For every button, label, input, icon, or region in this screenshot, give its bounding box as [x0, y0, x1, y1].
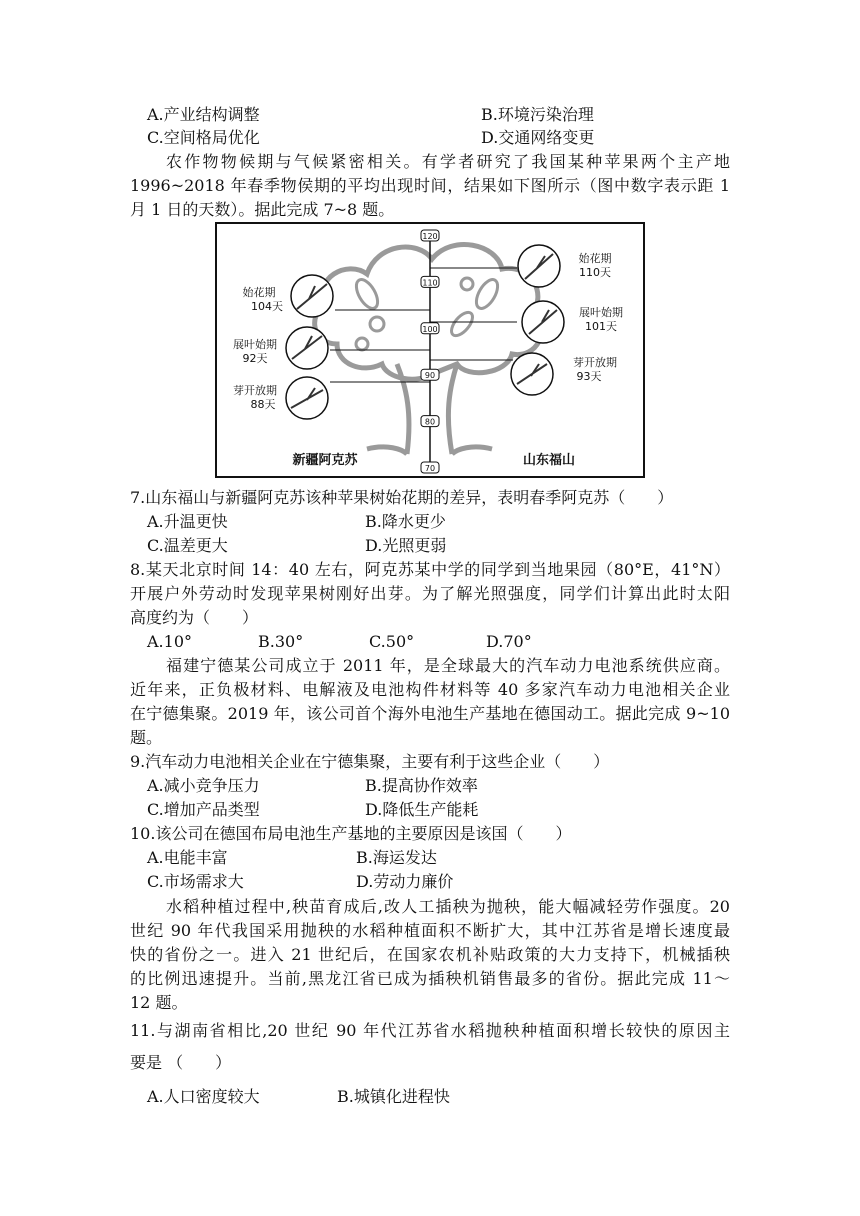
q11-stem-line2: 要是 （ ）	[130, 1053, 232, 1072]
axis-tick-label: 70	[424, 464, 436, 473]
q7-option-c: C.温差更大	[147, 536, 228, 555]
q8-stem-line3: 高度约为（ ）	[130, 608, 259, 627]
axis-tick-label: 110	[422, 278, 438, 288]
tree-crown-outline	[315, 245, 542, 380]
axis-tick-label: 100	[422, 324, 438, 334]
q11-option-a: A.人口密度较大	[147, 1087, 260, 1106]
intro-9-10-line2: 近年来，正负极材料、电解液及电池构件材料等 40 多家汽车动力电池相关企业	[130, 680, 730, 699]
q11-option-b: B.城镇化进程快	[337, 1087, 450, 1106]
q8-option-a: A.10°	[147, 632, 192, 651]
left-label-1-name: 始花期	[242, 286, 276, 299]
right-label-1-name: 始花期	[578, 252, 612, 265]
intro-11-12-line2: 世纪 90 年代我国采用抛秧的水稻种植面积不断扩大，其中江苏省是增长速度最	[130, 921, 730, 940]
q8-stem-line2: 开展户外劳动时发现苹果树刚好出芽。为了解光照强度，同学们计算出此时太阳	[130, 584, 730, 603]
q10-option-b: B.海运发达	[356, 848, 437, 867]
q10-option-a: A.电能丰富	[147, 848, 228, 867]
right-label-2-name: 展叶始期	[579, 306, 623, 319]
q8-option-c: C.50°	[369, 632, 415, 651]
q8-option-d: D.70°	[486, 632, 532, 651]
q7-option-a: A.升温更快	[147, 512, 228, 531]
right-region-label: 山东福山	[522, 453, 576, 468]
left-region-label: 新疆阿克苏	[292, 453, 358, 468]
intro-11-12-line4: 的比例迅速提升。当前,黑龙江省已成为插秧机销售最多的省份。据此完成 11～	[130, 969, 730, 988]
q9-option-c: C.增加产品类型	[147, 800, 260, 819]
left-label-1-days: 104天	[251, 300, 283, 313]
axis-tick-label: 90	[424, 371, 436, 381]
option-a: A.产业结构调整	[147, 105, 260, 124]
right-label-3-days: 93天	[576, 370, 602, 383]
option-d: D.交通网络变更	[481, 128, 595, 147]
q9-option-a: A.减小竞争压力	[147, 776, 260, 795]
left-label-2-name: 展叶始期	[233, 338, 277, 351]
q10-option-d: D.劳动力廉价	[356, 872, 454, 891]
intro-9-10-line1: 福建宁德某公司成立于 2011 年，是全球最大的汽车动力电池系统供应商。	[166, 656, 730, 675]
q10-stem: 10.该公司在德国布局电池生产基地的主要原因是该国（ ）	[130, 824, 572, 843]
q10-option-c: C.市场需求大	[147, 872, 244, 891]
q9-stem: 9.汽车动力电池相关企业在宁德集聚，主要有利于这些企业（ ）	[130, 752, 610, 771]
intro-7-8-line1: 农作物物候期与气候紧密相关。有学者研究了我国某种苹果两个主产地	[166, 152, 730, 171]
left-label-2-days: 92天	[242, 352, 268, 365]
q9-option-d: D.降低生产能耗	[365, 800, 479, 819]
left-label-3-days: 88天	[250, 398, 276, 411]
q8-option-b: B.30°	[258, 632, 304, 651]
phenology-figure	[215, 222, 645, 478]
q7-option-b: B.降水更少	[365, 512, 446, 531]
intro-7-8-line3: 月 1 日的天数）。据此完成 7~8 题。	[130, 200, 395, 219]
intro-7-8-line2: 1996~2018 年春季物侯期的平均出现时间，结果如下图所示（图中数字表示距 1	[130, 176, 730, 195]
intro-11-12-line5: 12 题。	[130, 993, 188, 1012]
intro-11-12-line3: 快的省份之一。进入 21 世纪后，在国家农机补贴政策的大力支持下，机械插秧	[130, 945, 730, 964]
right-label-3-name: 芽开放期	[573, 356, 617, 369]
q7-stem: 7.山东福山与新疆阿克苏该种苹果树始花期的差异，表明春季阿克苏（ ）	[130, 488, 674, 507]
intro-9-10-line3: 在宁德集聚。2019 年，该公司首个海外电池生产基地在德国动工。据此完成 9~10	[130, 704, 730, 723]
intro-11-12-line1: 水稻种植过程中,秧苗育成后,改人工插秧为抛秧，能大幅减轻劳作强度。20	[166, 897, 730, 916]
option-c: C.空间格局优化	[147, 128, 260, 147]
left-leaders	[330, 310, 430, 382]
q11-stem-line1: 11.与湖南省相比,20 世纪 90 年代江苏省水稻抛秧种植面积增长较快的原因主	[130, 1021, 730, 1040]
q7-option-d: D.光照更弱	[365, 536, 447, 555]
axis-tick-label: 120	[422, 232, 438, 241]
intro-9-10-line4: 题。	[130, 728, 163, 747]
q8-stem-line1: 8.某天北京时间 14：40 左右，阿克苏某中学的同学到当地果园（80°E，41°N）	[130, 560, 730, 579]
apple-tree-diagram	[217, 224, 647, 480]
right-label-1-days: 110天	[579, 266, 611, 279]
right-label-2-days: 101天	[585, 320, 617, 333]
option-b: B.环境污染治理	[481, 105, 594, 124]
axis-tick-label: 80	[424, 417, 436, 427]
left-label-3-name: 芽开放期	[233, 384, 277, 397]
q9-option-b: B.提高协作效率	[365, 776, 478, 795]
